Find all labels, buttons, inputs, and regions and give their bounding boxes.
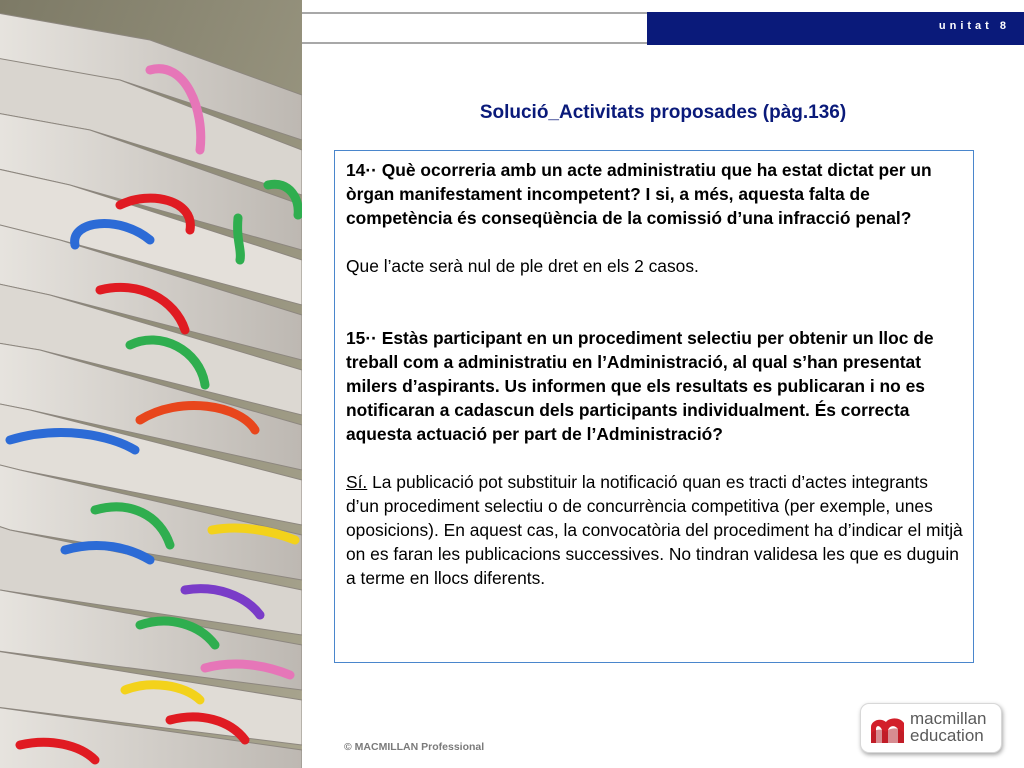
answer-14: Que l’acte serà nul de ple dret en els 2 casos. [346, 256, 699, 276]
paper-stack [0, 10, 302, 768]
unit-label: unitat 8 [938, 20, 1010, 32]
question-15: 15·· Estàs participant en un procediment selectiu per obtenir un lloc de treball com a administratiu en l’Administració, al qual s’han presentat milers d’aspirants. Us informen que els resultats es publicaran i no es notificaran a cadascun dels participants individualment. És correcta aquesta actuació per part de l’Administració? [346, 328, 934, 444]
hero-photo-binders [0, 0, 302, 768]
answer-15 [346, 470, 963, 590]
spacer [346, 278, 963, 326]
copyright-notice: © MACMILLAN Professional [344, 741, 485, 753]
macmillan-education-logo [860, 703, 1002, 753]
solutions-box [334, 150, 974, 663]
header-bar-right [647, 12, 1024, 45]
spacer [346, 230, 963, 254]
logo-line-1: macmillan [910, 709, 987, 728]
logo-wordmark [910, 710, 987, 744]
macmillan-logo-mark-icon [870, 713, 906, 745]
answer-15-text: La publicació pot substituir la notificació quan es tracti d’actes integrants d’un procediment selectiu o de concurrència competitiva (per exemple, unes oposicions). En aquest cas, la convocatòria del procediment ha d’indicar el mitjà on es faran les publicacions successives. No tindran validesa les que es duguin a terme en llocs diferents. [346, 472, 963, 588]
spacer [346, 446, 963, 470]
question-14: 14·· Què ocorreria amb un acte administratiu que ha estat dictat per un òrgan manifestament incompetent? I si, a més, aquesta falta de competència és conseqüència de la comissió d’una infracció penal? [346, 160, 932, 228]
slide-title: Solució_Activitats proposades (pàg.136) [479, 102, 847, 123]
binders-illustration [0, 0, 302, 768]
logo-line-2: education [910, 726, 984, 745]
answer-15-prefix: Sí. [346, 472, 368, 492]
header-bar-left [302, 12, 647, 44]
